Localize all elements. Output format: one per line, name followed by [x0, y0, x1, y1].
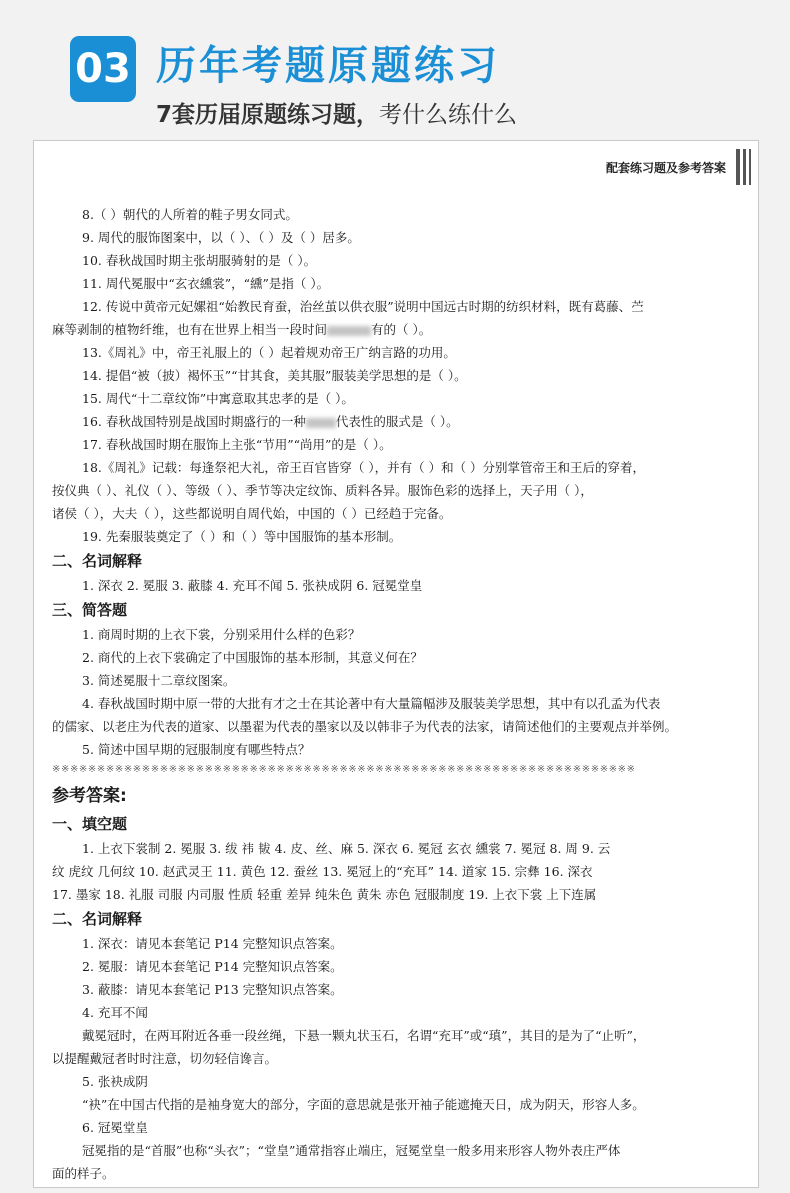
answer-section-terms: 二、名词解释: [52, 910, 143, 928]
answer-fill-line3: 17. 墨家 18. 礼服 司服 内司服 性质 轻重 差异 纯朱色 黄朱 赤色 冠服制度 19. 上衣下裳 上下连属: [52, 887, 597, 902]
question-9: 9. 周代的服饰图案中，以（ ）、（ ）及（ ）居多。: [82, 230, 360, 245]
answer-fill-line1: 1. 上衣下裳制 2. 冕服 3. 绂 祎 韨 4. 皮、丝、麻 5. 深衣 6. 冕冠 玄衣 纁裳 7. 冕冠 8. 周 9. 云: [82, 841, 611, 856]
short-question-2: 2. 商代的上衣下裳确定了中国服饰的基本形制，其意义何在？: [82, 650, 423, 665]
q12-text-b: 有的（ ）。: [371, 322, 432, 337]
question-15: 15. 周代“十二章纹饰”中寓意取其忠孝的是（ ）。: [82, 391, 354, 406]
answer-term-5-body: “袂”在中国古代指的是袖身宽大的部分，字面的意思就是张开袖子能遮掩天日，成为阴天，形容人多。: [82, 1097, 645, 1112]
subtitle-bold: 7套历届原题练习题，: [156, 102, 380, 128]
q12-text-a: 麻等剥制的植物纤维，也有在世界上相当一段时间: [52, 322, 328, 337]
separator-line: ※※※※※※※※※※※※※※※※※※※※※※※※※※※※※※※※※※※※※※※※※※※※※※※※※※※※※※※※※※※※※※※※※: [52, 764, 636, 775]
answer-term-6-line1: 冠冕指的是“首服”也称“头衣”；“堂皇”通常指容止端庄，冠冕堂皇一般多用来形容人物外表庄严体: [82, 1143, 621, 1158]
question-10: 10. 春秋战国时期主张胡服骑射的是（ ）。: [82, 253, 317, 268]
question-18-line3: 诸侯（ ），大夫（ ），这些都说明自周代始，中国的（ ）已经趋于完备。: [52, 506, 452, 521]
terms-list: 1. 深衣 2. 冕服 3. 蔽膝 4. 充耳不闻 5. 张袂成阴 6. 冠冕堂皇: [82, 578, 423, 593]
short-question-3: 3. 简述冕服十二章纹图案。: [82, 673, 236, 688]
short-question-4-line2: 的儒家、以老庄为代表的道家、以墨翟为代表的墨家以及以韩非子为代表的法家，请简述他们的主要观点并举例。: [52, 719, 678, 734]
answer-term-1: 1. 深衣：请见本套笔记 P14 完整知识点答案。: [82, 936, 343, 951]
subtitle-rest: 考什么练什么: [379, 102, 518, 128]
header-bars-decoration: [736, 149, 758, 185]
answers-title: 参考答案:: [52, 786, 127, 806]
short-question-4-line1: 4. 春秋战国时期中原一带的大批有才之士在其论著中有大量篇幅涉及服装美学思想，其中有以孔孟为代表: [82, 696, 661, 711]
question-18-line1: 18.《周礼》记载：每逢祭祀大礼，帝王百官皆穿（ ），并有（ ）和（ ）分别掌管帝王和王后的穿着，: [82, 460, 646, 475]
blurred-region: [327, 326, 371, 336]
page-header-label: 配套练习题及参考答案: [605, 161, 726, 175]
question-11: 11. 周代冕服中“玄衣纁裳”，“纁”是指（ ）。: [82, 276, 330, 291]
document-page: [33, 140, 759, 1188]
short-question-5: 5. 简述中国早期的冠服制度有哪些特点？: [82, 742, 311, 757]
document-content: [52, 203, 742, 1185]
q16-text-a: 16. 春秋战国特别是战国时期盛行的一种: [82, 414, 306, 429]
answer-term-5-title: 5. 张袂成阴: [82, 1074, 148, 1089]
answer-term-4-line1: 戴冕冠时，在两耳附近各垂一段丝绳，下悬一颗丸状玉石，名谓“充耳”或“瑱”，其目的是为了“止听”，: [82, 1028, 646, 1043]
answer-term-6-title: 6. 冠冕堂皇: [82, 1120, 148, 1135]
section-heading-terms: 二、名词解释: [52, 552, 143, 570]
blurred-region: [306, 418, 336, 428]
answer-term-4-title: 4. 充耳不闻: [82, 1005, 148, 1020]
question-17: 17. 春秋战国时期在服饰上主张“节用”“尚用”的是（ ）。: [82, 437, 392, 452]
q16-text-b: 代表性的服式是（ ）。: [335, 414, 459, 429]
short-question-1: 1. 商周时期的上衣下裳，分别采用什么样的色彩？: [82, 627, 361, 642]
question-19: 19. 先秦服装奠定了（ ）和（ ）等中国服饰的基本形制。: [82, 529, 402, 544]
answer-term-2: 2. 冕服：请见本套笔记 P14 完整知识点答案。: [82, 959, 343, 974]
section-number-badge: 03: [70, 36, 136, 102]
question-18-line2: 按仪典（ ）、礼仪（ ）、等级（ ）、季节等决定纹饰、质料各异。服饰色彩的选择上，天子用（ ），: [52, 483, 593, 498]
question-12-line1: 12. 传说中黄帝元妃嫘祖“始教民育蚕，治丝茧以供衣服”说明中国远古时期的纺织材料，既有葛藤、苎: [82, 299, 644, 314]
question-13: 13.《周礼》中，帝王礼服上的（ ）起着规劝帝王广纳言路的功用。: [82, 345, 456, 360]
page-subtitle: [156, 96, 517, 129]
answer-term-4-line2: 以提醒戴冠者时时注意，切勿轻信谗言。: [52, 1051, 278, 1066]
answer-fill-line2: 纹 虎纹 几何纹 10. 赵武灵王 11. 黄色 12. 蚕丝 13. 冕冠上的“充耳” 14. 道家 15. 宗彝 16. 深衣: [52, 864, 593, 879]
question-8: 8.（ ）朝代的人所着的鞋子男女同式。: [82, 207, 298, 222]
answer-term-3: 3. 蔽膝：请见本套笔记 P13 完整知识点答案。: [82, 982, 343, 997]
answer-section-fill: 一、填空题: [52, 815, 128, 833]
question-14: 14. 提倡“被（披）褐怀玉”“甘其食，美其服”服装美学思想的是（ ）。: [82, 368, 467, 383]
page-title: 历年考题原题练习: [156, 43, 500, 89]
question-12-line2: [52, 318, 742, 341]
question-16: [52, 410, 742, 433]
answer-term-6-line2: 面的样子。: [52, 1166, 115, 1181]
section-heading-short-answer: 三、简答题: [52, 601, 128, 619]
